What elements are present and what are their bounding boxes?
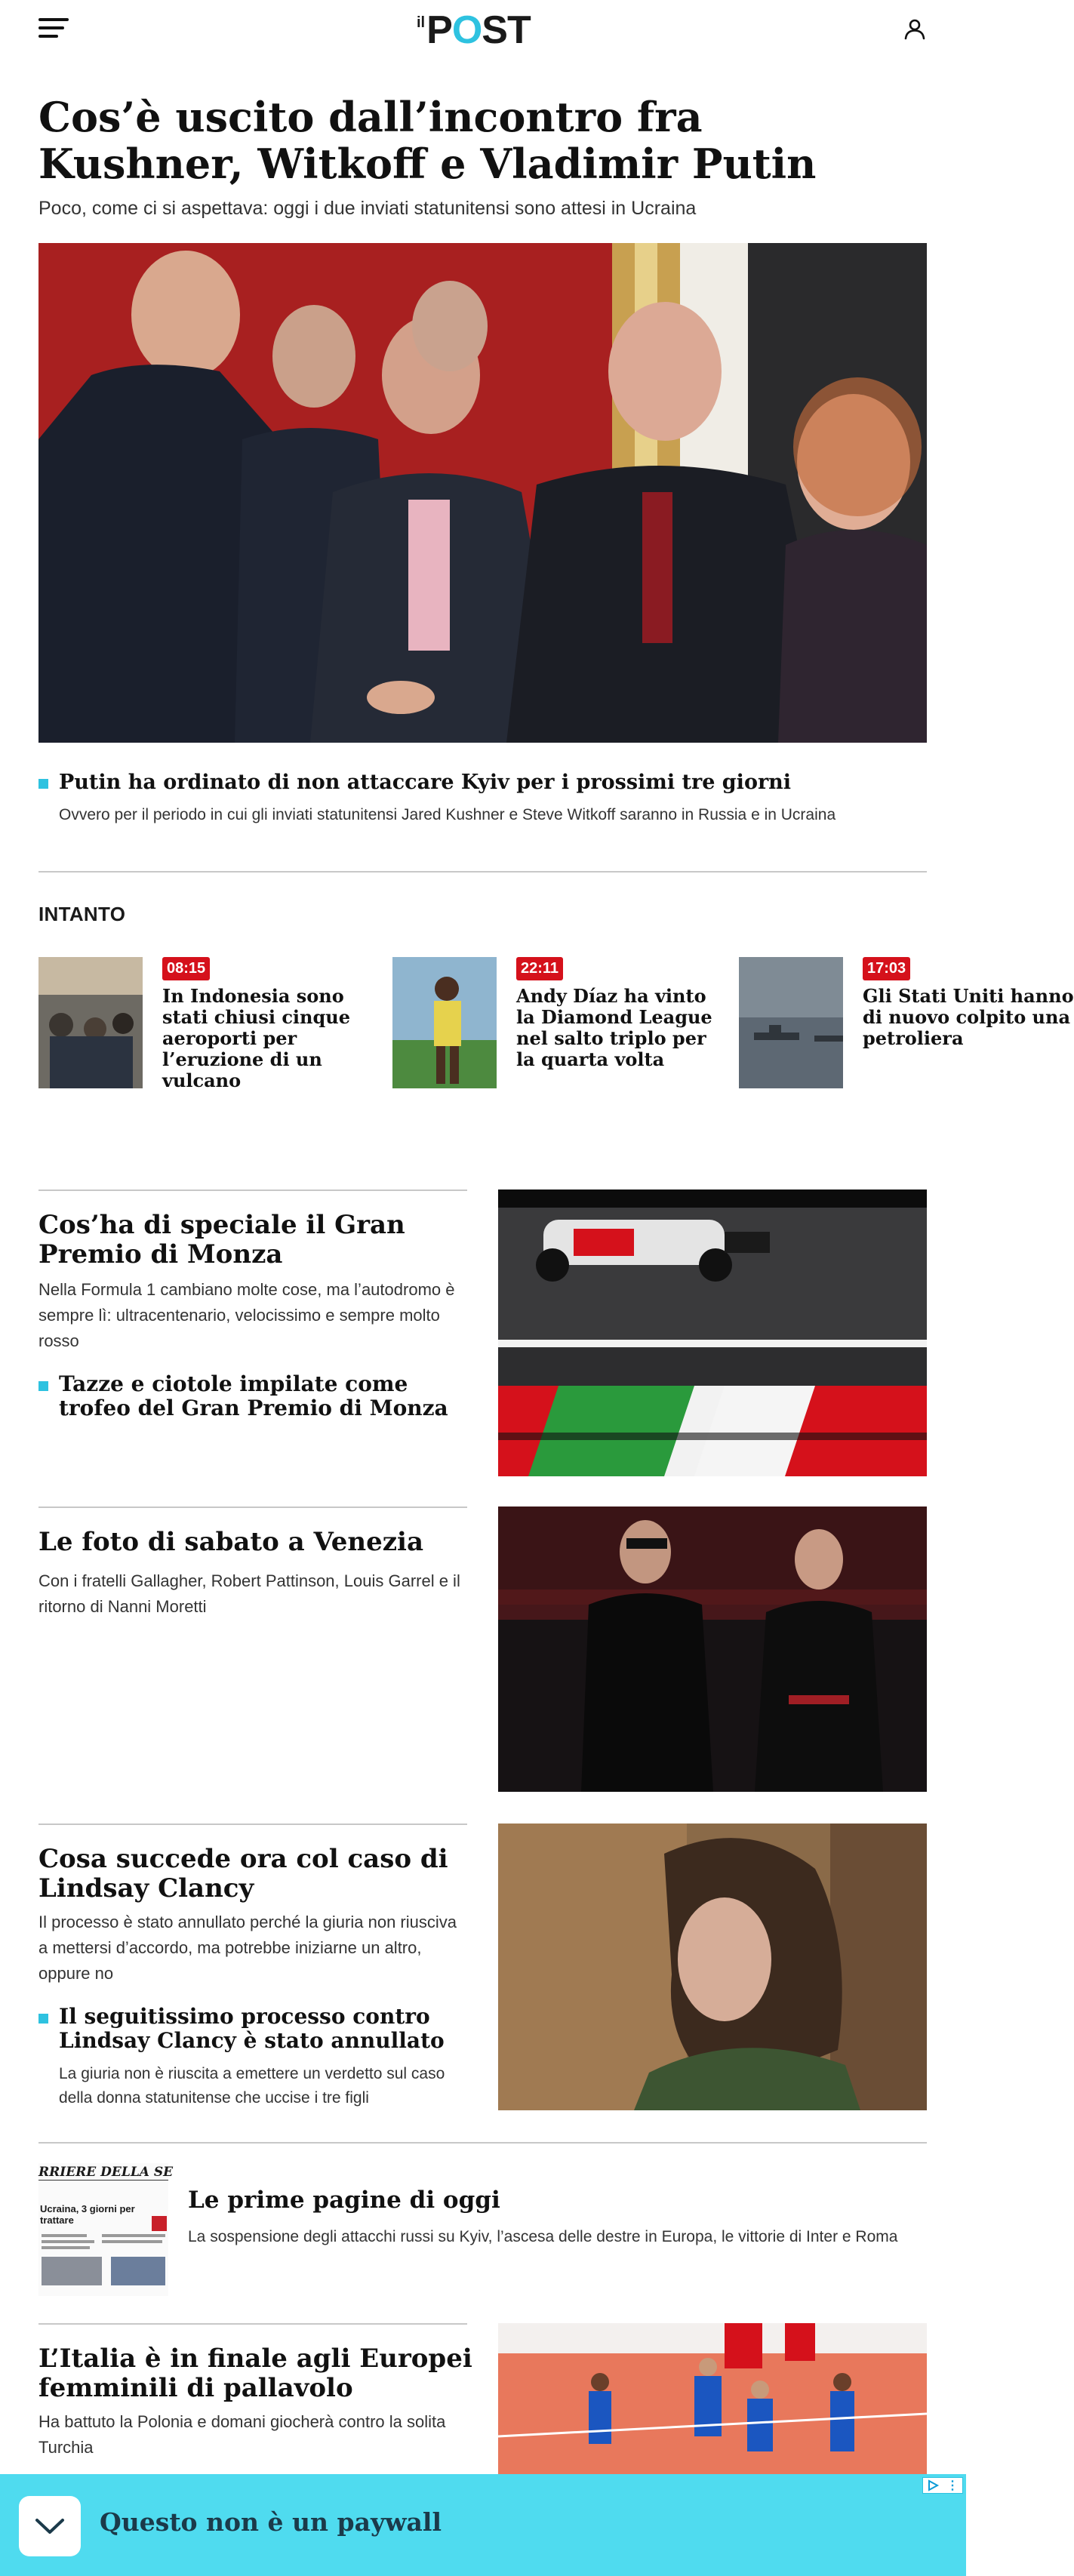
time-badge: 08:15 xyxy=(162,957,210,980)
top-bar xyxy=(0,0,966,57)
article-title[interactable]: Cosa succede ora col caso di Lindsay Clancy xyxy=(38,1844,448,1904)
article-title[interactable]: Le foto di sabato a Venezia xyxy=(38,1527,423,1557)
intanto-title[interactable]: Andy Díaz ha vinto la Diamond League nel salto triplo per la quarta volta xyxy=(516,985,712,1070)
intanto-thumb xyxy=(392,957,497,1088)
intanto-thumb xyxy=(739,957,843,1088)
article-desc: Nella Formula 1 cambiano molte cose, ma l’autodromo è sempre lì: ultracentenario, velocissimo e sempre molto rosso xyxy=(38,1280,455,1350)
intanto-strip[interactable] xyxy=(38,957,1074,1093)
article-title[interactable]: L’Italia è in finale agli Europei femminili di pallavolo xyxy=(38,2344,472,2403)
divider xyxy=(38,2323,467,2325)
article-related-link[interactable]: Il seguitissimo processo contro Lindsay Clancy è stato annullato xyxy=(38,2005,476,2053)
divider xyxy=(38,871,927,873)
article-desc: Con i fratelli Gallagher, Robert Pattinson, Louis Garrel e il ritorno di Nanni Moretti xyxy=(38,1571,460,1616)
clancy-photo[interactable] xyxy=(498,1824,927,2110)
site-logo[interactable]: il POST xyxy=(417,8,531,52)
intanto-thumb xyxy=(38,957,143,1088)
article-desc: Il processo è stato annullato perché la giuria non riusciva a mettersi d’accordo, ma potrebbe iniziarne un altro, oppure no xyxy=(38,1913,457,1983)
time-badge: 22:11 xyxy=(516,957,563,980)
newspaper-masthead: RRIERE DELLA SE xyxy=(38,2165,174,2180)
ad-choices-icon[interactable]: ⋮ xyxy=(922,2477,963,2494)
intanto-title[interactable]: In Indonesia sono stati chiusi cinque aeroporti per l’eruzione di un vulcano xyxy=(162,985,350,1091)
article-desc: La sospensione degli attacchi russi su Kyiv, l’ascesa delle destre in Europa, le vittorie di Inter e Roma xyxy=(188,2228,898,2245)
intanto-heading: INTANTO xyxy=(38,903,126,925)
intanto-item[interactable] xyxy=(38,957,393,1093)
article-related-link[interactable]: Tazze e ciotole impilate come trofeo del Gran Premio di Monza xyxy=(38,1372,476,1420)
intanto-item[interactable] xyxy=(739,957,1074,1093)
article-title[interactable]: Cos’ha di speciale il Gran Premio di Monza xyxy=(38,1210,405,1270)
divider xyxy=(38,1190,467,1191)
hero-related-desc: Ovvero per il periodo in cui gli inviati statunitensi Jared Kushner e Steve Witkoff saranno in Russia e in Ucraina xyxy=(59,806,836,823)
article-desc: Ha battuto la Polonia e domani giocherà contro la solita Turchia xyxy=(38,2412,446,2457)
divider xyxy=(38,2142,927,2144)
user-icon[interactable] xyxy=(903,17,927,41)
volleyball-photo[interactable] xyxy=(498,2323,927,2474)
hamburger-menu-icon[interactable] xyxy=(38,18,69,41)
hero-related-link[interactable]: Putin ha ordinato di non attaccare Kyiv per i prossimi tre giorni xyxy=(38,770,791,796)
divider xyxy=(38,1824,467,1825)
hero-photo[interactable] xyxy=(38,243,927,743)
newspaper-headline: Ucraina, 3 giorni per trattare xyxy=(40,2203,135,2226)
article-related-desc: La giuria non è riuscita a emettere un verdetto sul caso della donna statunitense che uccise i tre figli xyxy=(59,2065,445,2107)
article-title[interactable]: Le prime pagine di oggi xyxy=(188,2187,500,2214)
support-banner[interactable] xyxy=(0,2474,966,2576)
monza-photo[interactable] xyxy=(498,1190,927,1476)
newspaper-thumb[interactable] xyxy=(38,2163,174,2296)
intanto-item[interactable] xyxy=(392,957,747,1093)
venezia-photo[interactable] xyxy=(498,1507,927,1792)
chevron-down-icon[interactable] xyxy=(19,2496,81,2556)
hero-title[interactable]: Cos’è uscito dall’incontro fra Kushner, Witkoff e Vladimir Putin xyxy=(38,93,817,188)
hero-subtitle: Poco, come ci si aspettava: oggi i due inviati statunitensi sono attesi in Ucraina xyxy=(38,198,697,219)
banner-text[interactable]: Questo non è un paywall xyxy=(100,2507,442,2537)
intanto-title[interactable]: Gli Stati Uniti hanno di nuovo colpito una petroliera xyxy=(863,985,1074,1049)
time-badge: 17:03 xyxy=(863,957,910,980)
divider xyxy=(38,1507,467,1508)
